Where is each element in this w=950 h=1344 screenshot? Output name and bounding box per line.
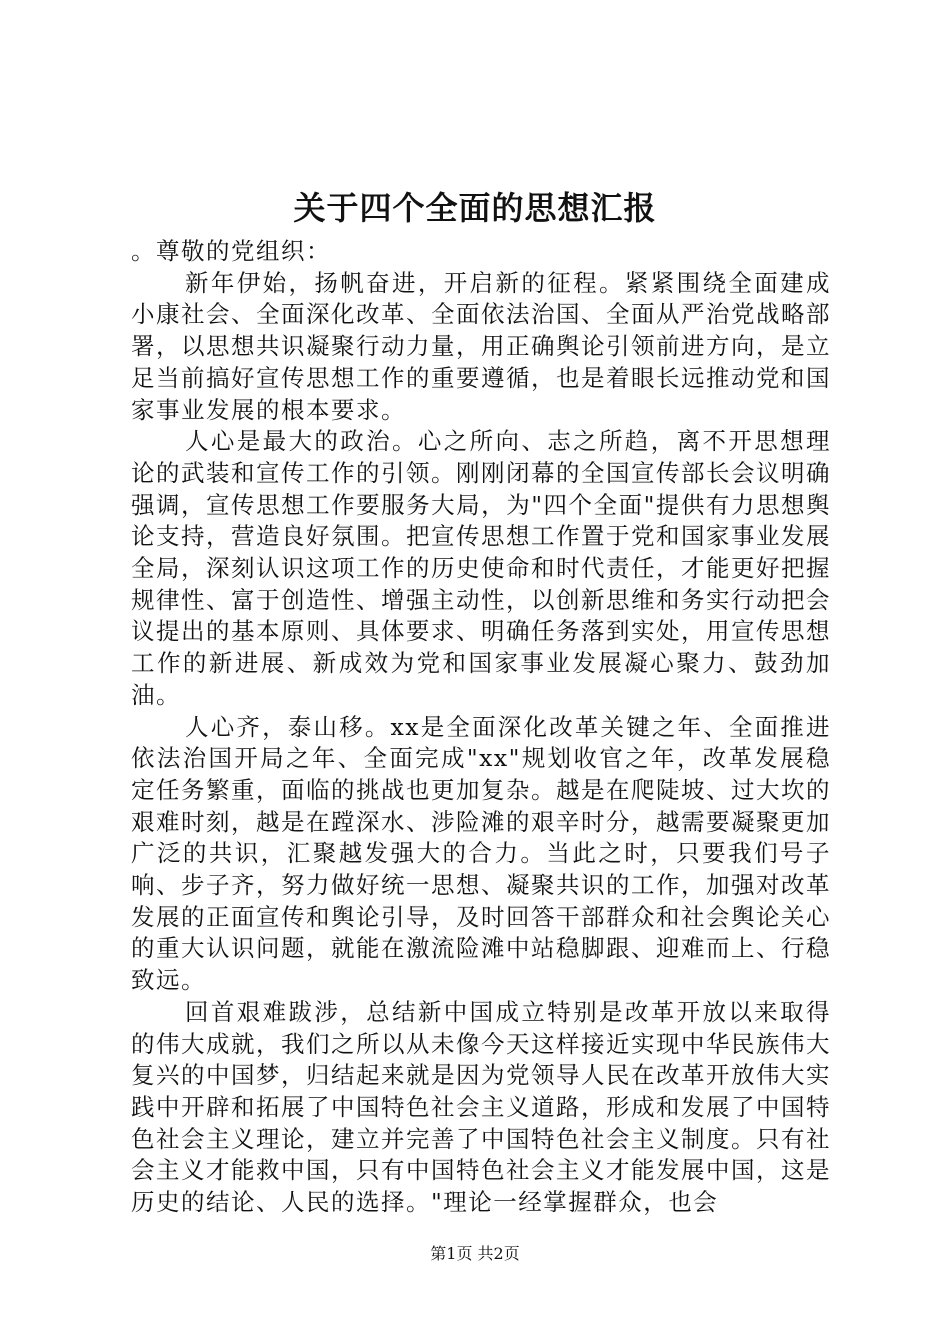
paragraph-4: 回首艰难跋涉，总结新中国成立特别是改革开放以来取得的伟大成就，我们之所以从未像今天这样接近实现中华民族伟大复兴的中国梦，归结起来就是因为党领导人民在改革开放伟大实践中开辟和拓展了中国特色社会主义道路，形成和发展了中国特色社会主义理论，建立并完善了中国特色社会主义制度。只有社会主义才能救中国，只有中国特色社会主义才能发展中国，这是历史的结论、人民的选择。"理论一经掌握群众，也会 — [131, 997, 831, 1217]
paragraph-1: 新年伊始，扬帆奋进，开启新的征程。紧紧围绕全面建成小康社会、全面深化改革、全面依法治国、全面从严治党战略部署，以思想共识凝聚行动力量，用正确舆论引领前进方向，是立足当前搞好宣传思想工作的重要遵循，也是着眼长远推动党和国家事业发展的根本要求。 — [131, 268, 831, 424]
paragraph-3: 人心齐，泰山移。xx是全面深化改革关键之年、全面推进依法治国开局之年、全面完成"xx"规划收官之年，改革发展稳定任务繁重，面临的挑战也更加复杂。越是在爬陡坡、过大坎的艰难时刻，越是在蹚深水、涉险滩的艰辛时分，越需要凝聚更加广泛的共识，汇聚越发强大的合力。当此之时，只要我们号子响、步子齐，努力做好统一思想、凝聚共识的工作，加强对改革发展的正面宣传和舆论引导，及时回答干部群众和社会舆论关心的重大认识问题，就能在激流险滩中站稳脚跟、迎难而上、行稳致远。 — [131, 712, 831, 995]
paragraph-2: 人心是最大的政治。心之所向、志之所趋，离不开思想理论的武装和宣传工作的引领。刚刚闭幕的全国宣传部长会议明确强调，宣传思想工作要服务大局，为"四个全面"提供有力思想舆论支持，营造良好氛围。把宣传思想工作置于党和国家事业发展全局，深刻认识这项工作的历史使命和时代责任，才能更好把握规律性、富于创造性、增强主动性，以创新思维和务实行动把会议提出的基本原则、具体要求、明确任务落到实处，用宣传思想工作的新进展、新成效为党和国家事业发展凝心聚力、鼓劲加油。 — [131, 427, 831, 709]
salutation: 。尊敬的党组织： — [131, 237, 331, 265]
document-title: 关于四个全面的思想汇报 — [293, 189, 657, 227]
page-footer: 第1页 共2页 — [430, 1244, 520, 1263]
document-body — [131, 236, 831, 1219]
